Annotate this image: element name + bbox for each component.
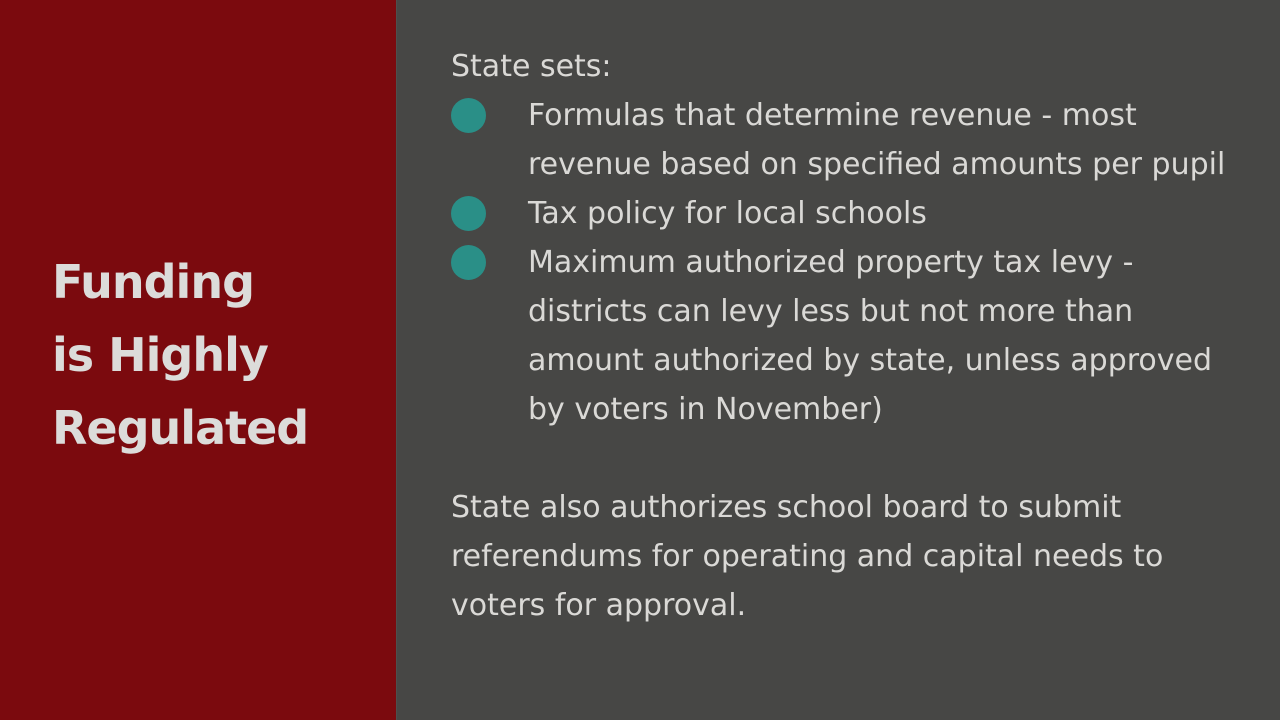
bullet-dot-icon bbox=[451, 196, 486, 231]
title-line: Regulated bbox=[52, 401, 309, 455]
bullet-item bbox=[451, 189, 1241, 238]
title-line: Funding bbox=[52, 255, 254, 309]
bullet-dot-icon bbox=[451, 98, 486, 133]
bullet-text: Formulas that determine revenue - most revenue based on specified amounts per pupil bbox=[528, 98, 1226, 182]
title-panel bbox=[0, 0, 396, 720]
title-line: is Highly bbox=[52, 328, 268, 382]
bullet-item bbox=[451, 91, 1241, 189]
slide-body bbox=[451, 42, 1241, 630]
bullet-text: Maximum authorized property tax levy - districts can levy less but not more than amount authorized by state, unless approved by voters in November) bbox=[528, 245, 1213, 427]
closing-text: State also authorizes school board to submit referendums for operating and capital needs to voters for approval. bbox=[451, 490, 1164, 623]
intro-text: State sets: bbox=[451, 49, 612, 84]
content-panel bbox=[396, 0, 1280, 720]
bullet-text: Tax policy for local schools bbox=[528, 196, 927, 231]
bullet-item bbox=[451, 238, 1241, 434]
bullet-list bbox=[451, 91, 1241, 434]
slide-title bbox=[52, 246, 382, 465]
bullet-dot-icon bbox=[451, 245, 486, 280]
